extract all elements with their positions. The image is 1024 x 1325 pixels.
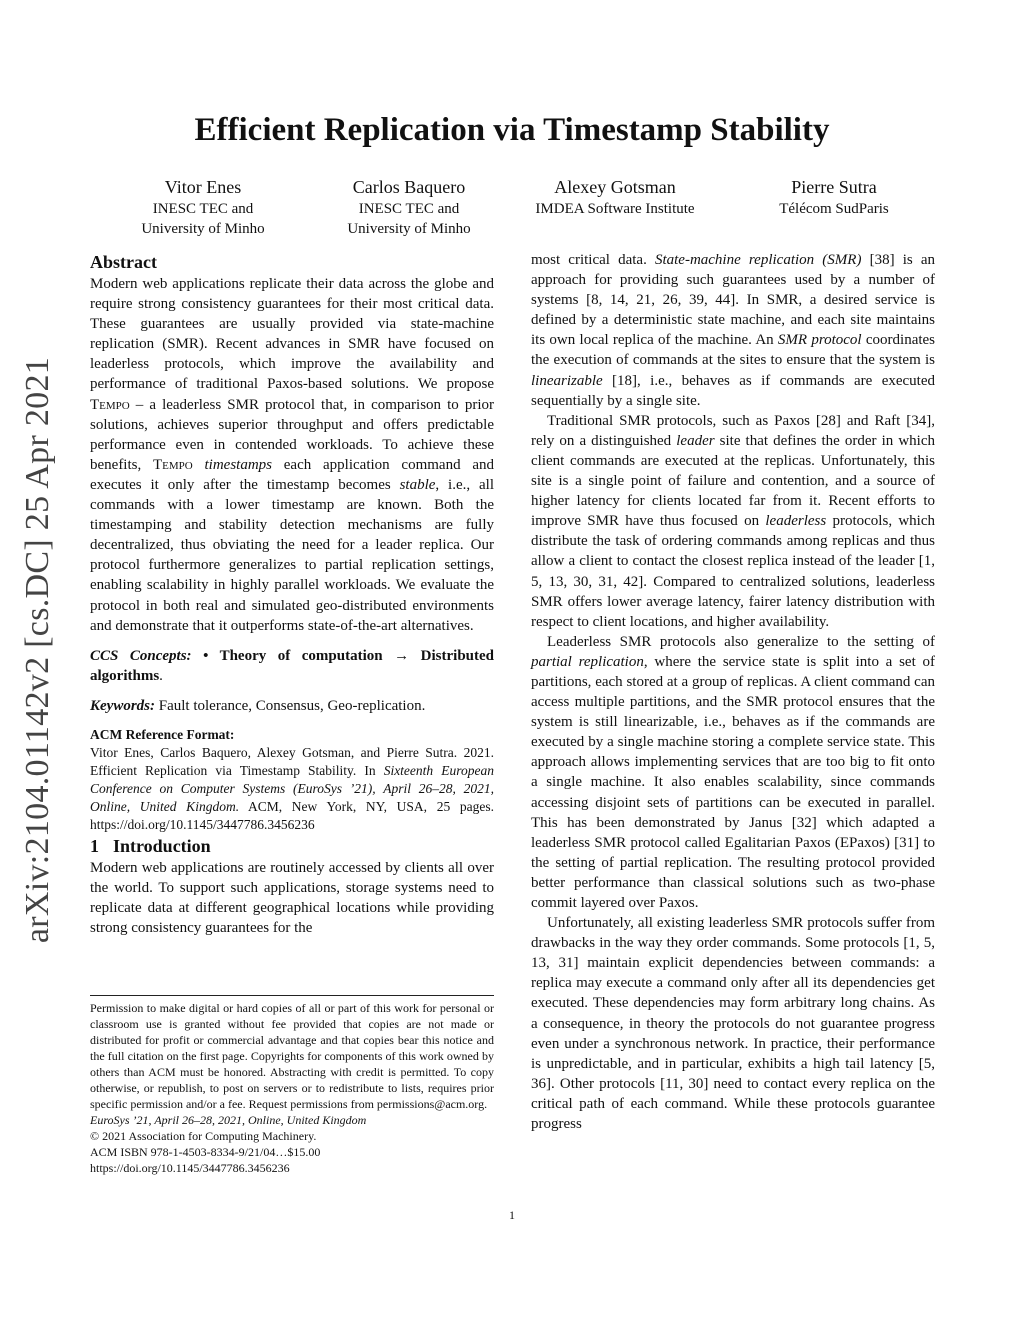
abstract-heading: Abstract: [90, 252, 157, 272]
author-3: [500, 175, 730, 219]
text-span: , where the service state is split into a set of partitions, each stored at a group of replicas. A client command can access multiple partitions, and the SMR protocol ensures that the system is still linearizable, i.e., behaves as if the commands are executed by a single machine storing a complete service state. This approach allows implementing services that are too big to fit onto a single machine. It also enables scalability, since commands accessing disjoint sets of partitions can be executed in parallel. This has been demonstrated by Janus [32] which adapted a leaderless SMR protocol called Egalitarian Paxos (EPaxos) [31] to the setting of partial replication. The resulting protocol provided better performance than classical solutions such as two-phase commit layered over Paxos.: [531, 653, 935, 911]
author-affiliation: IMDEA Software Institute: [535, 201, 695, 217]
keywords-text: Fault tolerance, Consensus, Geo-replication.: [155, 697, 426, 714]
emphasis: SMR protocol: [777, 332, 862, 349]
emphasis: linearizable: [531, 372, 603, 389]
ref-span: Vitor Enes, Carlos Baquero, Alexey Gotsman, and Pierre Sutra. 2021. Efficient Replication via Timestamp Stability. In: [90, 744, 494, 778]
text-span: site that defines the order in which client commands are executed at the replicas. Unfortunately, this site is a single point of failure and contention, and a source of higher latency for clients located far from it. Recent efforts to improve SMR have thus focused on: [531, 432, 936, 530]
right-column: [531, 250, 935, 1134]
keywords-label: Keywords:: [90, 697, 155, 714]
left-column: [90, 250, 494, 938]
copyright-footnote: [90, 995, 494, 1176]
author-2: [294, 175, 524, 239]
author-4: [719, 175, 949, 219]
ref-venue: Sixteenth European Conference on Computer Systems (EuroSys ’21), April 26–28, 2021, Online, United Kingdom.: [90, 762, 494, 814]
text-span: protocols, which distribute the task of ordering commands among replicas and thus allow a client to contact the closest replica instead of the leader [1, 5, 13, 30, 31, 42]. Compared to centralized solutions, leaderless SMR offers lower average latency, fairer latency distribution with respect to client locations, and higher availability.: [531, 513, 936, 630]
author-affiliation: University of Minho: [347, 221, 471, 237]
copyright-line: © 2021 Association for Computing Machinery.: [90, 1129, 317, 1143]
ccs-text: • Theory of computation → Distributed algorithms: [90, 647, 494, 684]
abstract-span: [193, 457, 205, 473]
abstract-span: Modern web applications replicate their data across the globe and require strong consistency guarantees for their most critical data. These guarantees are usually provided via state-machine replication (SMR). Recent advances in SMR have focused on leaderless protocols, which improve the availability and performance of traditional Paxos-based solutions. We propose: [90, 276, 494, 393]
emphasis: partial replication: [531, 653, 644, 670]
text-span: Traditional SMR protocols, such as Paxos [28] and Raft [34], rely on a distinguished: [531, 412, 935, 449]
author-affiliation: Télécom SudParis: [779, 201, 889, 217]
body-paragraph: Unfortunately, all existing leaderless SMR protocols suffer from drawbacks in the way they order commands. Some protocols [1, 5, 13, 31] maintain explicit dependencies between commands: a replica may execute a command only after all its dependencies get executed. These dependencies may form arbitrary long chains. As a consequence, in theory the protocols do not guarantee progress even under a synchronous network. In practice, their performance is unpredictable, and in particular, exhibits a high tail latency [5, 36]. Other protocols [11, 30] need to contact every replica on the critical path of each command. While these protocols guarantee progress: [531, 915, 935, 1133]
acm-reference-label: ACM Reference Format:: [90, 726, 235, 742]
text-span: Leaderless SMR protocols also generalize to the setting of: [547, 633, 935, 650]
arxiv-identifier-text: arXiv:2104.01142v2 [cs.DC] 25 Apr 2021: [19, 356, 56, 944]
author-affiliation: INESC TEC and: [152, 201, 254, 217]
isbn-line: ACM ISBN 978-1-4503-8334-9/21/04…$15.00: [90, 1145, 321, 1159]
emphasis: stable: [399, 476, 436, 493]
keywords: [90, 696, 494, 716]
body-paragraph: [531, 632, 935, 913]
ref-span: ACM, New York, NY, USA, 25 pages. https://doi.org/10.1145/3447786.3456236: [90, 798, 494, 832]
page-number: 1: [509, 1208, 515, 1222]
body-paragraph: [531, 250, 935, 411]
author-affiliation: University of Minho: [141, 221, 265, 237]
emphasis: leader: [676, 432, 715, 449]
abstract-span: , i.e., all commands with a lower timestamp are known. Both the timestamping and stability detection mechanisms are fully decentralized, thus obviating the need for a leader replica. Our protocol furthermore generalizes to partial replication settings, enabling scalability in highly parallel workloads. We evaluate the protocol in both real and simulated geo-distributed environments and demonstrate that it outperforms state-of-the-art alternatives.: [90, 476, 495, 634]
abstract-text: [90, 274, 494, 636]
section-number: 1: [90, 835, 99, 856]
ccs-end: .: [159, 667, 163, 684]
author-affiliation: INESC TEC and: [358, 201, 460, 217]
acm-reference-text: [90, 744, 494, 834]
text-span: coordinates the execution of commands at the sites to ensure that the system is: [531, 332, 936, 369]
text-span: most critical data.: [531, 252, 655, 268]
author-name: Alexey Gotsman: [554, 177, 676, 197]
body-paragraph: [531, 411, 935, 632]
permission-notice: Permission to make digital or hard copies of all or part of this work for personal or classroom use is granted without fee provided that copies are not made or distributed for profit or commercial advantage and that copies bear this notice and the full citation on the first page. Copyrights for components of this work owned by others than ACM must be honored. Abstracting with credit is permitted. To copy otherwise, or republish, to post on servers or to redistribute to lists, requires prior specific permission and/or a fee. Request permissions from permissions@acm.org.: [90, 1001, 494, 1111]
section-heading-introduction: [90, 834, 494, 858]
protocol-name: Tempo: [90, 396, 130, 413]
paper-title: Efficient Replication via Timestamp Stability: [194, 112, 830, 148]
abstract-span: – a leaderless SMR protocol that, in comparison to prior solutions, achieves superior throughput and offers predictable performance even in contended workloads. To achieve these benefits,: [90, 396, 494, 473]
emphasis: leaderless: [765, 513, 827, 530]
section-title: Introduction: [113, 835, 211, 856]
author-name: Vitor Enes: [164, 177, 242, 197]
abstract-span: each application command and executes it only after the timestamp becomes: [90, 456, 494, 493]
conference-info: EuroSys ’21, April 26–28, 2021, Online, United Kingdom: [90, 1113, 367, 1127]
emphasis: State-machine replication (SMR): [654, 252, 862, 268]
doi-line: https://doi.org/10.1145/3447786.3456236: [90, 1161, 290, 1175]
emphasis: timestamps: [204, 456, 272, 473]
author-name: Carlos Baquero: [352, 177, 466, 197]
protocol-name: Tempo: [153, 456, 193, 473]
text-span: [18], i.e., behaves as if commands are executed sequentially by a single site.: [531, 372, 935, 409]
ccs-concepts: [90, 646, 494, 686]
ccs-label: CCS Concepts:: [90, 647, 192, 664]
arxiv-identifier: [8, 350, 68, 950]
intro-paragraph: Modern web applications are routinely accessed by clients all over the world. To support such applications, storage systems need to replicate data at different geographical locations while providing strong consistency guarantees for the: [90, 859, 494, 937]
author-1: [88, 175, 318, 239]
text-span: [38] is an approach for providing such guarantees used by a number of systems [8, 14, 21, 26, 39, 44]. In SMR, a desired service is defined by a deterministic state machine, and each site maintains its own local replica of the machine. An: [531, 252, 936, 349]
author-name: Pierre Sutra: [791, 177, 877, 197]
